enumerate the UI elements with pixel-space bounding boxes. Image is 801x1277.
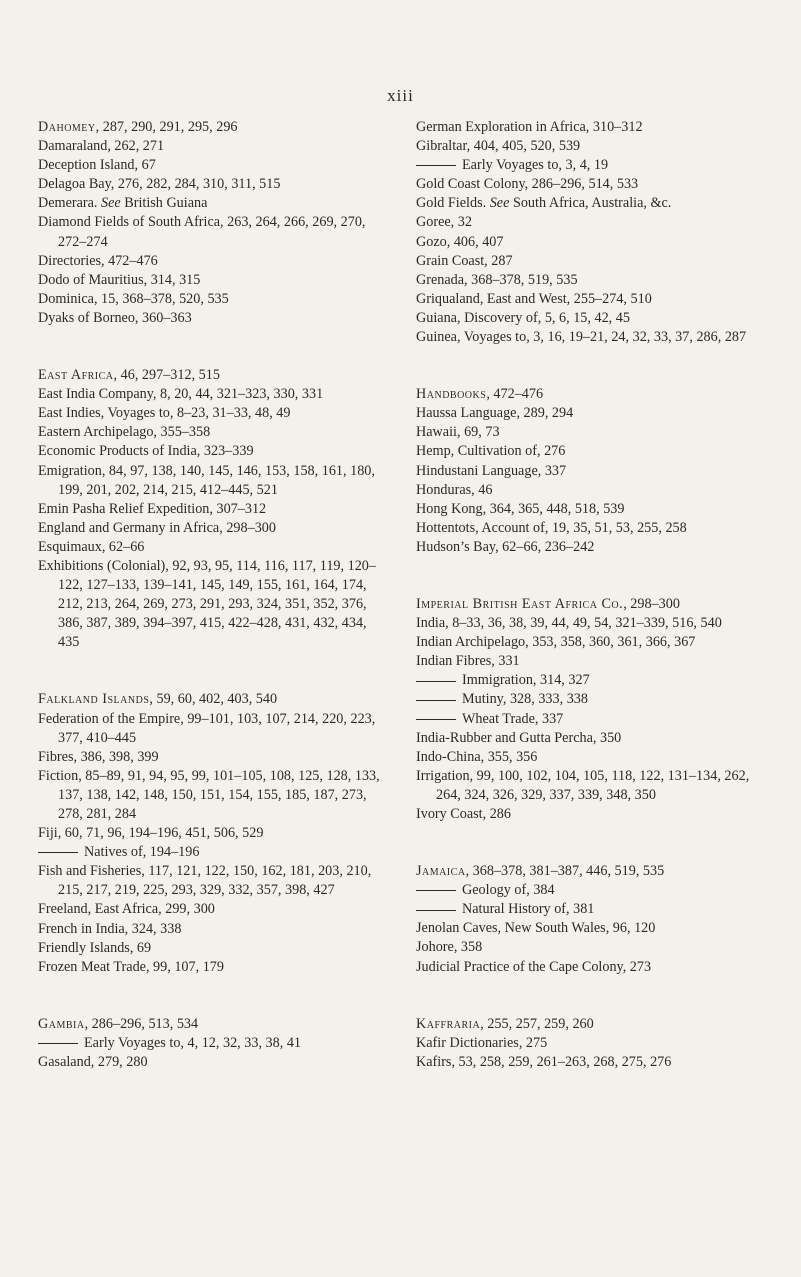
index-entry bbox=[416, 175, 761, 194]
index-entry bbox=[416, 862, 761, 881]
index-subentry: Mutiny, 328, 333, 338 bbox=[462, 691, 588, 708]
index-entry bbox=[416, 233, 761, 252]
index-subentry: Wheat Trade, 337 bbox=[462, 710, 564, 727]
index-text: South Africa, Australia, &c. bbox=[509, 195, 672, 212]
index-entry bbox=[416, 309, 761, 328]
index-entry bbox=[38, 748, 383, 767]
section-gap bbox=[416, 824, 761, 862]
ditto-dash bbox=[416, 165, 456, 166]
index-subentry: Natural History of, 381 bbox=[462, 901, 595, 918]
index-entry bbox=[38, 385, 383, 404]
index-entry bbox=[416, 633, 761, 652]
section-gap bbox=[416, 977, 761, 1015]
index-entry bbox=[38, 404, 383, 423]
index-entry bbox=[38, 175, 383, 194]
index-entry bbox=[38, 500, 383, 519]
ditto-dash bbox=[416, 719, 456, 720]
index-entry bbox=[38, 137, 383, 156]
index-text: Goree, 32 bbox=[416, 214, 472, 231]
index-text: Indian Archipelago, 353, 358, 360, 361, 366, 367 bbox=[416, 634, 696, 651]
index-entry bbox=[38, 843, 383, 862]
index-text: Fiction, 85–89, 91, 94, 95, 99, 101–105, 108, 125, 128, 133, 137, 138, 142, 148, 150, 151, 154, 155, 185, 187, 273, 278, 281, 284 bbox=[38, 767, 380, 822]
index-text: Guiana, Discovery of, 5, 6, 15, 42, 45 bbox=[416, 309, 630, 326]
ditto-dash bbox=[416, 700, 456, 701]
index-entry bbox=[416, 328, 761, 347]
index-text: Gold Fields. bbox=[416, 195, 490, 212]
index-entry bbox=[38, 1034, 383, 1053]
index-text: Economic Products of India, 323–339 bbox=[38, 443, 254, 460]
index-entry bbox=[416, 118, 761, 137]
index-text: Hemp, Cultivation of, 276 bbox=[416, 443, 566, 460]
index-text: East India Company, 8, 20, 44, 321–323, 330, 331 bbox=[38, 386, 324, 403]
index-entry bbox=[416, 271, 761, 290]
index-entry bbox=[416, 213, 761, 232]
index-heading: Gambia bbox=[38, 1015, 85, 1032]
index-entry bbox=[416, 595, 761, 614]
index-entry bbox=[38, 824, 383, 843]
index-entry bbox=[38, 271, 383, 290]
index-text: Dodo of Mauritius, 314, 315 bbox=[38, 271, 201, 288]
index-text: Irrigation, 99, 100, 102, 104, 105, 118, 122, 131–134, 262, 264, 324, 326, 329, 337, 339, 348, 350 bbox=[416, 767, 750, 803]
index-pages: , 59, 60, 402, 403, 540 bbox=[149, 691, 278, 708]
index-entry bbox=[416, 1034, 761, 1053]
index-heading: Handbooks bbox=[416, 386, 487, 403]
ditto-dash bbox=[416, 890, 456, 891]
index-text: Delagoa Bay, 276, 282, 284, 310, 311, 515 bbox=[38, 176, 281, 193]
index-text: Gozo, 406, 407 bbox=[416, 233, 504, 250]
index-text: Fiji, 60, 71, 96, 194–196, 451, 506, 529 bbox=[38, 825, 264, 842]
index-entry bbox=[416, 1015, 761, 1034]
index-heading: East Africa bbox=[38, 367, 114, 384]
index-text: Hawaii, 69, 73 bbox=[416, 424, 500, 441]
index-entry bbox=[38, 309, 383, 328]
index-text: Indo-China, 355, 356 bbox=[416, 748, 538, 765]
ditto-dash bbox=[416, 681, 456, 682]
index-text: British Guiana bbox=[120, 195, 208, 212]
index-text: Emigration, 84, 97, 138, 140, 145, 146, 153, 158, 161, 180, 199, 201, 202, 214, 215, 412–445, 521 bbox=[38, 462, 375, 498]
index-entry bbox=[416, 729, 761, 748]
index-text: Hindustani Language, 337 bbox=[416, 462, 567, 479]
page-number: xiii bbox=[387, 86, 414, 105]
index-entry bbox=[416, 462, 761, 481]
index-entry bbox=[416, 385, 761, 404]
index-text: Directories, 472–476 bbox=[38, 252, 158, 269]
index-entry bbox=[416, 538, 761, 557]
index-entry bbox=[416, 938, 761, 957]
index-heading: Jamaica bbox=[416, 863, 466, 880]
index-heading: Kaffraria bbox=[416, 1015, 481, 1032]
index-text: Hottentots, Account of, 19, 35, 51, 53, 255, 258 bbox=[416, 519, 687, 536]
index-entry bbox=[416, 1053, 761, 1072]
index-pages: , 255, 257, 259, 260 bbox=[480, 1015, 594, 1032]
index-heading: Falkland Islands bbox=[38, 691, 150, 708]
index-text: East Indies, Voyages to, 8–23, 31–33, 48, 49 bbox=[38, 405, 291, 422]
index-entry bbox=[38, 519, 383, 538]
section-gap bbox=[416, 557, 761, 595]
index-entry bbox=[416, 881, 761, 900]
see-reference: See bbox=[489, 195, 510, 212]
index-subentry: Geology of, 384 bbox=[462, 882, 555, 899]
index-text: Jenolan Caves, New South Wales, 96, 120 bbox=[416, 920, 656, 937]
index-text: Judicial Practice of the Cape Colony, 273 bbox=[416, 958, 652, 975]
ditto-dash bbox=[416, 910, 456, 911]
index-entry bbox=[416, 614, 761, 633]
index-subentry: Early Voyages to, 3, 4, 19 bbox=[462, 157, 609, 174]
index-entry bbox=[416, 671, 761, 690]
index-entry bbox=[38, 690, 383, 709]
index-text: Emin Pasha Relief Expedition, 307–312 bbox=[38, 500, 267, 517]
index-text: Gibraltar, 404, 405, 520, 539 bbox=[416, 138, 581, 155]
index-text: Fish and Fisheries, 117, 121, 122, 150, 162, 181, 203, 210, 215, 217, 219, 225, 293, 329, 332, 357, 398, 427 bbox=[38, 863, 372, 899]
index-entry bbox=[416, 500, 761, 519]
index-entry bbox=[416, 919, 761, 938]
index-entry bbox=[416, 442, 761, 461]
index-subentry: Natives of, 194–196 bbox=[84, 844, 200, 861]
index-entry bbox=[416, 652, 761, 671]
index-entry bbox=[416, 519, 761, 538]
index-entry bbox=[38, 194, 383, 213]
index-text: Fibres, 386, 398, 399 bbox=[38, 748, 159, 765]
index-entry bbox=[416, 481, 761, 500]
index-entry bbox=[416, 194, 761, 213]
index-entry bbox=[38, 939, 383, 958]
index-pages: , 287, 290, 291, 295, 296 bbox=[95, 119, 238, 135]
index-heading: Dahomey bbox=[38, 119, 96, 135]
index-text: Kafir Dictionaries, 275 bbox=[416, 1034, 548, 1051]
index-text: Ivory Coast, 286 bbox=[416, 806, 511, 822]
index-entry bbox=[38, 156, 383, 175]
index-text: Exhibitions (Colonial), 92, 93, 95, 114, 116, 117, 119, 120–122, 127–133, 139–141, 145, 149, 155, 161, 164, 174, 212, 213, 264, 269, 273, 291, 293, 324, 351, 352, 376, 386, 387, 389, 394–397, 415, 422–428, 431, 432, 434, 435 bbox=[38, 557, 376, 651]
index-text: Grenada, 368–378, 519, 535 bbox=[416, 271, 578, 288]
index-entry bbox=[38, 423, 383, 442]
index-pages: , 368–378, 381–387, 446, 519, 535 bbox=[465, 863, 665, 880]
index-pages: , 286–296, 513, 534 bbox=[84, 1015, 199, 1032]
index-subentry: Early Voyages to, 4, 12, 32, 33, 38, 41 bbox=[84, 1034, 302, 1051]
index-text: Demerara. bbox=[38, 195, 102, 212]
index-entry bbox=[416, 252, 761, 271]
index-entry bbox=[38, 1015, 383, 1034]
index-entry bbox=[416, 290, 761, 309]
section-gap bbox=[38, 652, 383, 690]
index-pages: , 472–476 bbox=[486, 386, 544, 403]
index-pages: , 298–300 bbox=[623, 595, 680, 612]
index-text: Johore, 358 bbox=[416, 939, 483, 956]
index-text: Kafirs, 53, 258, 259, 261–263, 268, 275, 276 bbox=[416, 1053, 672, 1070]
index-entry bbox=[38, 442, 383, 461]
index-entry bbox=[38, 557, 383, 652]
see-reference: See bbox=[101, 195, 121, 212]
index-text: Dominica, 15, 368–378, 520, 535 bbox=[38, 290, 229, 307]
index-entry bbox=[38, 900, 383, 919]
index-entry bbox=[38, 862, 383, 900]
index-text: Gold Coast Colony, 286–296, 514, 533 bbox=[416, 176, 639, 193]
index-text: Freeland, East Africa, 299, 300 bbox=[38, 901, 215, 918]
index-entry bbox=[416, 900, 761, 919]
index-entry bbox=[416, 137, 761, 156]
index-text: India, 8–33, 36, 38, 39, 44, 49, 54, 321–339, 516, 540 bbox=[416, 615, 722, 632]
index-text: Deception Island, 67 bbox=[38, 157, 156, 174]
index-text: Guinea, Voyages to, 3, 16, 19–21, 24, 32, 33, 37, 286, 287 bbox=[416, 329, 747, 346]
index-text: Haussa Language, 289, 294 bbox=[416, 405, 574, 422]
index-entry bbox=[38, 462, 383, 500]
index-entry bbox=[38, 767, 383, 824]
index-entry bbox=[38, 1053, 383, 1072]
index-text: Dyaks of Borneo, 360–363 bbox=[38, 309, 192, 326]
index-entry bbox=[416, 156, 761, 175]
index-entry bbox=[38, 366, 383, 385]
index-text: Damaraland, 262, 271 bbox=[38, 138, 165, 155]
index-entry bbox=[416, 767, 761, 805]
index-text: Friendly Islands, 69 bbox=[38, 939, 152, 956]
index-entry bbox=[38, 213, 383, 251]
ditto-dash bbox=[38, 852, 78, 853]
index-text: Diamond Fields of South Africa, 263, 264, 266, 269, 270, 272–274 bbox=[38, 214, 366, 250]
index-entry bbox=[38, 958, 383, 977]
index-entry bbox=[38, 710, 383, 748]
index-text: Federation of the Empire, 99–101, 103, 107, 214, 220, 223, 377, 410–445 bbox=[38, 710, 376, 746]
section-gap bbox=[416, 347, 761, 385]
index-column-left bbox=[38, 118, 383, 1072]
index-text: Hong Kong, 364, 365, 448, 518, 539 bbox=[416, 500, 625, 517]
index-text: Griqualand, East and West, 255–274, 510 bbox=[416, 290, 652, 307]
index-text: Hudson’s Bay, 62–66, 236–242 bbox=[416, 538, 595, 555]
index-entry bbox=[416, 690, 761, 709]
index-subentry: Immigration, 314, 327 bbox=[462, 672, 590, 689]
index-heading: Imperial British East Africa Co. bbox=[416, 595, 624, 612]
index-entry bbox=[416, 710, 761, 729]
index-entry bbox=[416, 805, 761, 824]
ditto-dash bbox=[38, 1043, 78, 1044]
index-entry bbox=[38, 252, 383, 271]
section-gap bbox=[38, 977, 383, 1015]
index-entry bbox=[416, 748, 761, 767]
index-entry bbox=[416, 404, 761, 423]
index-text: Grain Coast, 287 bbox=[416, 252, 513, 269]
index-entry bbox=[38, 538, 383, 557]
index-pages: , 46, 297–312, 515 bbox=[113, 367, 220, 384]
index-entry bbox=[416, 423, 761, 442]
index-text: Esquimaux, 62–66 bbox=[38, 538, 145, 555]
section-gap bbox=[38, 328, 383, 366]
index-text: Frozen Meat Trade, 99, 107, 179 bbox=[38, 958, 224, 975]
index-entry bbox=[38, 290, 383, 309]
index-entry bbox=[38, 118, 383, 137]
index-text: Gasaland, 279, 280 bbox=[38, 1054, 148, 1071]
index-column-right bbox=[416, 118, 761, 1072]
index-text: Indian Fibres, 331 bbox=[416, 653, 520, 670]
index-text: French in India, 324, 338 bbox=[38, 920, 182, 937]
index-text: Eastern Archipelago, 355–358 bbox=[38, 424, 211, 441]
index-entry bbox=[38, 920, 383, 939]
index-text: England and Germany in Africa, 298–300 bbox=[38, 519, 276, 536]
index-text: India-Rubber and Gutta Percha, 350 bbox=[416, 729, 622, 746]
index-text: Honduras, 46 bbox=[416, 481, 493, 498]
index-entry bbox=[416, 958, 761, 977]
index-text: German Exploration in Africa, 310–312 bbox=[416, 119, 643, 135]
